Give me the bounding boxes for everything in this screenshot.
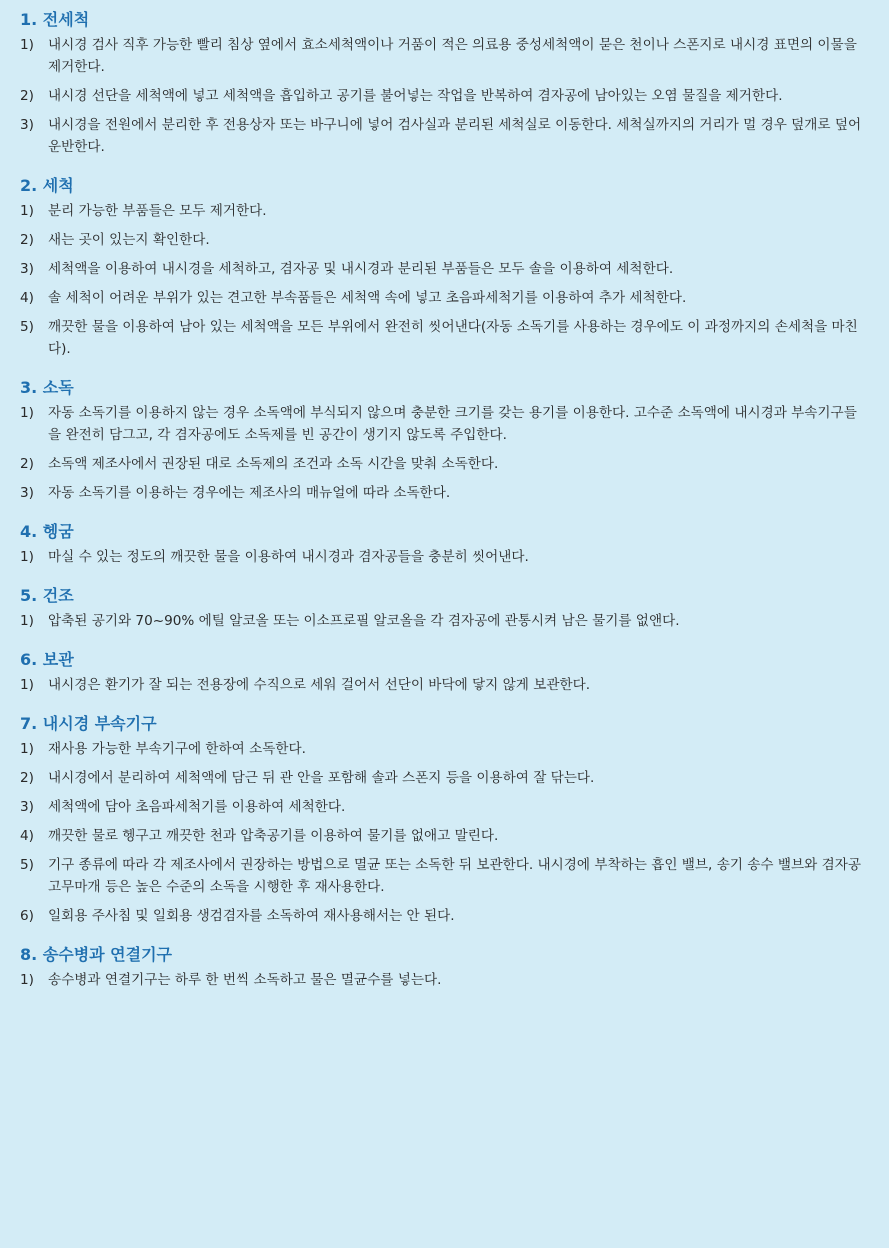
item-number: 3): [20, 261, 34, 277]
list-item: [18, 854, 869, 898]
item-text: 새는 곳이 있는지 확인한다.: [48, 232, 210, 248]
list-item: [18, 674, 869, 696]
list-item: [18, 738, 869, 760]
list-item: [18, 34, 869, 78]
section-storage: [18, 648, 869, 696]
item-text: 소독액 제조사에서 권장된 대로 소독제의 조건과 소독 시간을 맞춰 소독한다.: [48, 456, 499, 472]
item-text: 송수병과 연결기구는 하루 한 번씩 소독하고 물은 멸균수를 넣는다.: [48, 972, 442, 988]
list-item: [18, 825, 869, 847]
item-text: 마실 수 있는 정도의 깨끗한 물을 이용하여 내시경과 겸자공들을 충분히 씻어낸다.: [48, 549, 529, 565]
list-item: [18, 200, 869, 222]
list-item: [18, 905, 869, 927]
section-pre-cleaning: [18, 8, 869, 158]
item-text: 기구 종류에 따라 각 제조사에서 권장하는 방법으로 멸균 또는 소독한 뒤 보관한다. 내시경에 부착하는 흡인 밸브, 송기 송수 밸브와 겸자공 고무마개 등은 높은 수준의 소독을 시행한 후 재사용한다.: [48, 857, 861, 895]
item-number: 6): [20, 908, 34, 924]
item-number: 4): [20, 290, 34, 306]
list-item: [18, 482, 869, 504]
item-text: 세척액을 이용하여 내시경을 세척하고, 겸자공 및 내시경과 분리된 부품들은 모두 솔을 이용하여 세척한다.: [48, 261, 674, 277]
item-number: 1): [20, 613, 34, 629]
section-title: 4. 헹굼: [20, 522, 74, 541]
item-number: 3): [20, 485, 34, 501]
item-number: 5): [20, 319, 34, 335]
item-text: 내시경은 환기가 잘 되는 전용장에 수직으로 세워 걸어서 선단이 바닥에 닿지 않게 보관한다.: [48, 677, 591, 693]
list-item: [18, 453, 869, 475]
section-title: 7. 내시경 부속기구: [20, 714, 157, 733]
section-drying: [18, 584, 869, 632]
section-title: 6. 보관: [20, 650, 74, 669]
list-item: [18, 402, 869, 446]
item-number: 1): [20, 37, 34, 53]
section-rinsing: [18, 520, 869, 568]
item-number: 3): [20, 799, 34, 815]
item-text: 솔 세척이 어려운 부위가 있는 견고한 부속품들은 세척액 속에 넣고 초음파세척기를 이용하여 추가 세척한다.: [48, 290, 687, 306]
section-title: 3. 소독: [20, 378, 74, 397]
list-item: [18, 796, 869, 818]
section-endoscope-accessories: [18, 712, 869, 927]
item-text: 내시경 검사 직후 가능한 빨리 침상 옆에서 효소세척액이나 거품이 적은 의료용 중성세척액이 묻은 천이나 스폰지로 내시경 표면의 이물을 제거한다.: [48, 37, 857, 75]
section-cleaning: [18, 174, 869, 360]
section-title: 2. 세척: [20, 176, 74, 195]
list-item: [18, 258, 869, 280]
list-item: [18, 114, 869, 158]
item-text: 내시경에서 분리하여 세척액에 담근 뒤 관 안을 포함해 솔과 스폰지 등을 이용하여 잘 닦는다.: [48, 770, 595, 786]
item-number: 1): [20, 677, 34, 693]
section-title: 1. 전세척: [20, 10, 90, 29]
item-number: 1): [20, 405, 34, 421]
list-item: [18, 85, 869, 107]
list-item: [18, 229, 869, 251]
item-text: 내시경을 전원에서 분리한 후 전용상자 또는 바구니에 넣어 검사실과 분리된 세척실로 이동한다. 세척실까지의 거리가 멀 경우 덮개로 덮어 운반한다.: [48, 117, 862, 155]
section-title: 5. 건조: [20, 586, 74, 605]
item-text: 세척액에 담아 초음파세척기를 이용하여 세척한다.: [48, 799, 346, 815]
item-text: 깨끗한 물로 헹구고 깨끗한 천과 압축공기를 이용하여 물기를 없애고 말린다.: [48, 828, 499, 844]
item-number: 1): [20, 741, 34, 757]
list-item: [18, 969, 869, 991]
item-number: 2): [20, 88, 34, 104]
item-number: 3): [20, 117, 34, 133]
section-title: 8. 송수병과 연결기구: [20, 945, 172, 964]
item-number: 2): [20, 770, 34, 786]
item-number: 1): [20, 972, 34, 988]
item-text: 압축된 공기와 70~90% 에틸 알코올 또는 이소프로필 알코올을 각 겸자공에 관통시켜 남은 물기를 없앤다.: [48, 613, 680, 629]
item-number: 2): [20, 232, 34, 248]
list-item: [18, 546, 869, 568]
item-text: 내시경 선단을 세척액에 넣고 세척액을 흡입하고 공기를 불어넣는 작업을 반복하여 겸자공에 남아있는 오염 물질을 제거한다.: [48, 88, 783, 104]
item-text: 재사용 가능한 부속기구에 한하여 소독한다.: [48, 741, 306, 757]
item-number: 5): [20, 857, 34, 873]
item-text: 깨끗한 물을 이용하여 남아 있는 세척액을 모든 부위에서 완전히 씻어낸다(자동 소독기를 사용하는 경우에도 이 과정까지의 손세척을 마친다).: [48, 319, 858, 357]
item-number: 2): [20, 456, 34, 472]
section-disinfection: [18, 376, 869, 504]
item-text: 일회용 주사침 및 일회용 생검겸자를 소독하여 재사용해서는 안 된다.: [48, 908, 455, 924]
item-text: 자동 소독기를 이용하지 않는 경우 소독액에 부식되지 않으며 충분한 크기를 갖는 용기를 이용한다. 고수준 소독액에 내시경과 부속기구들을 완전히 담그고, 각 겸자공에도 소독제를 빈 공간이 생기지 않도록 주입한다.: [48, 405, 857, 443]
list-item: [18, 610, 869, 632]
list-item: [18, 767, 869, 789]
item-text: 분리 가능한 부품들은 모두 제거한다.: [48, 203, 267, 219]
item-number: 1): [20, 549, 34, 565]
item-number: 1): [20, 203, 34, 219]
list-item: [18, 316, 869, 360]
section-water-bottle: [18, 943, 869, 991]
list-item: [18, 287, 869, 309]
item-text: 자동 소독기를 이용하는 경우에는 제조사의 매뉴얼에 따라 소독한다.: [48, 485, 451, 501]
item-number: 4): [20, 828, 34, 844]
